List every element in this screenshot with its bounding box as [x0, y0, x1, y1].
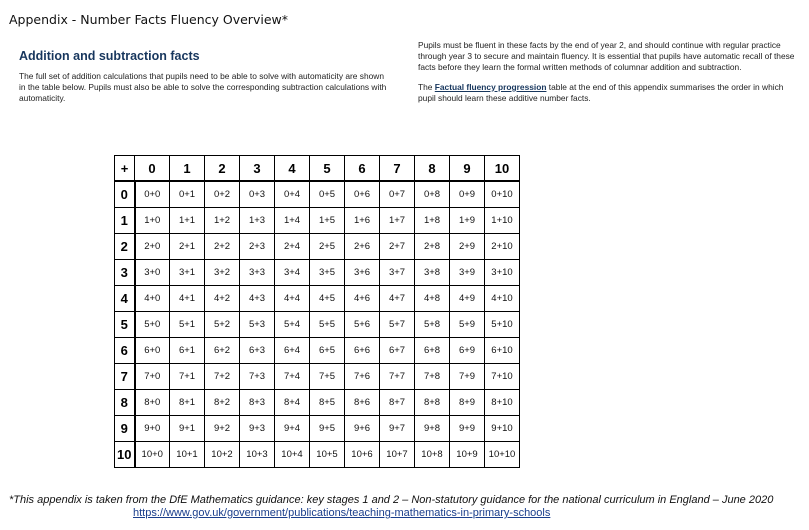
fact-cell: 8+0 — [135, 390, 170, 416]
column-header: 9 — [450, 156, 485, 182]
fact-cell: 6+10 — [485, 338, 520, 364]
fact-cell: 10+5 — [310, 442, 345, 468]
fact-cell: 2+3 — [240, 234, 275, 260]
addition-facts-table — [114, 155, 520, 468]
fact-cell: 0+7 — [380, 181, 415, 208]
fact-cell: 1+5 — [310, 208, 345, 234]
fact-cell: 6+2 — [205, 338, 240, 364]
progression-text-before: The — [418, 81, 435, 92]
fact-cell: 4+0 — [135, 286, 170, 312]
fact-cell: 2+9 — [450, 234, 485, 260]
fact-cell: 10+1 — [170, 442, 205, 468]
fact-cell: 6+7 — [380, 338, 415, 364]
fact-cell: 9+5 — [310, 416, 345, 442]
fact-cell: 7+5 — [310, 364, 345, 390]
fact-cell: 9+7 — [380, 416, 415, 442]
row-header: 3 — [115, 260, 135, 286]
fact-cell: 6+5 — [310, 338, 345, 364]
fact-cell: 4+3 — [240, 286, 275, 312]
table-header-row — [115, 156, 520, 182]
fact-cell: 0+8 — [415, 181, 450, 208]
row-header: 0 — [115, 181, 135, 208]
fact-cell: 3+8 — [415, 260, 450, 286]
fact-cell: 1+2 — [205, 208, 240, 234]
fact-cell: 8+2 — [205, 390, 240, 416]
footnote-link[interactable]: https://www.gov.uk/government/publications/teaching-mathematics-in-primary-schools — [133, 507, 551, 519]
fact-cell: 6+8 — [415, 338, 450, 364]
fact-cell: 6+3 — [240, 338, 275, 364]
fact-cell: 3+0 — [135, 260, 170, 286]
fact-cell: 10+0 — [135, 442, 170, 468]
fact-cell: 6+9 — [450, 338, 485, 364]
fact-cell: 8+6 — [345, 390, 380, 416]
table-row — [115, 338, 520, 364]
fact-cell: 2+10 — [485, 234, 520, 260]
fact-cell: 5+10 — [485, 312, 520, 338]
fact-cell: 5+8 — [415, 312, 450, 338]
row-header: 6 — [115, 338, 135, 364]
fact-cell: 0+0 — [135, 181, 170, 208]
fact-cell: 7+7 — [380, 364, 415, 390]
fact-cell: 9+8 — [415, 416, 450, 442]
fact-cell: 10+7 — [380, 442, 415, 468]
fact-cell: 0+6 — [345, 181, 380, 208]
fact-cell: 2+1 — [170, 234, 205, 260]
fact-cell: 8+10 — [485, 390, 520, 416]
fact-cell: 1+10 — [485, 208, 520, 234]
fact-cell: 9+6 — [345, 416, 380, 442]
column-header: 10 — [485, 156, 520, 182]
fact-cell: 4+4 — [275, 286, 310, 312]
row-header: 5 — [115, 312, 135, 338]
fact-cell: 9+10 — [485, 416, 520, 442]
row-header: 7 — [115, 364, 135, 390]
table-row — [115, 442, 520, 468]
fact-cell: 5+1 — [170, 312, 205, 338]
fact-cell: 7+1 — [170, 364, 205, 390]
fact-cell: 4+2 — [205, 286, 240, 312]
fact-cell: 2+8 — [415, 234, 450, 260]
fact-cell: 9+0 — [135, 416, 170, 442]
column-header: 2 — [205, 156, 240, 182]
fact-cell: 0+9 — [450, 181, 485, 208]
fact-cell: 4+1 — [170, 286, 205, 312]
fact-cell: 9+9 — [450, 416, 485, 442]
fact-cell: 8+8 — [415, 390, 450, 416]
fact-cell: 6+4 — [275, 338, 310, 364]
fact-cell: 10+8 — [415, 442, 450, 468]
fact-cell: 10+4 — [275, 442, 310, 468]
footnote-text: *This appendix is taken from the DfE Mathematics guidance: key stages 1 and 2 – Non-statutory guidance for the national curriculum in England – June 2020 — [9, 494, 774, 506]
section-title: Addition and subtraction facts — [19, 49, 200, 63]
fact-cell: 2+0 — [135, 234, 170, 260]
table-row — [115, 416, 520, 442]
fact-cell: 2+7 — [380, 234, 415, 260]
table-corner-plus: + — [115, 156, 135, 182]
fact-cell: 2+6 — [345, 234, 380, 260]
fact-cell: 1+3 — [240, 208, 275, 234]
fact-cell: 1+0 — [135, 208, 170, 234]
fact-cell: 1+9 — [450, 208, 485, 234]
fact-cell: 6+1 — [170, 338, 205, 364]
fact-cell: 7+0 — [135, 364, 170, 390]
fact-cell: 3+5 — [310, 260, 345, 286]
fact-cell: 0+3 — [240, 181, 275, 208]
fact-cell: 3+6 — [345, 260, 380, 286]
row-header: 9 — [115, 416, 135, 442]
fact-cell: 7+9 — [450, 364, 485, 390]
fact-cell: 3+4 — [275, 260, 310, 286]
fact-cell: 3+2 — [205, 260, 240, 286]
fact-cell: 0+4 — [275, 181, 310, 208]
fact-cell: 10+3 — [240, 442, 275, 468]
fact-cell: 3+9 — [450, 260, 485, 286]
fact-cell: 8+9 — [450, 390, 485, 416]
row-header: 8 — [115, 390, 135, 416]
progression-text-after: table at the end of this appendix summarises the order in which pupil should learn these additive number facts. — [418, 81, 784, 103]
fact-cell: 1+8 — [415, 208, 450, 234]
fact-cell: 9+3 — [240, 416, 275, 442]
table-row — [115, 181, 520, 208]
fact-cell: 4+5 — [310, 286, 345, 312]
fact-cell: 3+1 — [170, 260, 205, 286]
fact-cell: 4+7 — [380, 286, 415, 312]
fact-cell: 5+3 — [240, 312, 275, 338]
fact-cell: 5+7 — [380, 312, 415, 338]
table-row — [115, 234, 520, 260]
fact-cell: 10+9 — [450, 442, 485, 468]
table-row — [115, 208, 520, 234]
fact-cell: 6+6 — [345, 338, 380, 364]
fact-cell: 4+9 — [450, 286, 485, 312]
fluency-paragraph: Pupils must be fluent in these facts by the end of year 2, and should continue with regular practice through year 3 to secure and maintain fluency. It is essential that pupils have automatic recall of these facts before they learn the formal written methods of columnar addition and subtraction. — [418, 40, 795, 73]
fact-cell: 5+4 — [275, 312, 310, 338]
fact-cell: 4+6 — [345, 286, 380, 312]
column-header: 5 — [310, 156, 345, 182]
fact-cell: 9+2 — [205, 416, 240, 442]
fact-cell: 2+4 — [275, 234, 310, 260]
fact-cell: 7+4 — [275, 364, 310, 390]
fact-cell: 7+2 — [205, 364, 240, 390]
fact-cell: 10+6 — [345, 442, 380, 468]
fact-cell: 5+5 — [310, 312, 345, 338]
table-row — [115, 390, 520, 416]
fact-cell: 7+6 — [345, 364, 380, 390]
row-header: 1 — [115, 208, 135, 234]
fact-cell: 8+4 — [275, 390, 310, 416]
fact-cell: 5+9 — [450, 312, 485, 338]
fact-cell: 8+5 — [310, 390, 345, 416]
fact-cell: 0+2 — [205, 181, 240, 208]
row-header: 2 — [115, 234, 135, 260]
fact-cell: 10+2 — [205, 442, 240, 468]
fact-cell: 9+1 — [170, 416, 205, 442]
fact-cell: 5+0 — [135, 312, 170, 338]
fact-cell: 4+8 — [415, 286, 450, 312]
column-header: 8 — [415, 156, 450, 182]
column-header: 7 — [380, 156, 415, 182]
column-header: 0 — [135, 156, 170, 182]
fact-cell: 6+0 — [135, 338, 170, 364]
fact-cell: 0+10 — [485, 181, 520, 208]
fact-cell: 5+2 — [205, 312, 240, 338]
fact-cell: 2+5 — [310, 234, 345, 260]
fact-cell: 3+3 — [240, 260, 275, 286]
progression-paragraph — [418, 82, 803, 104]
factual-fluency-link[interactable]: Factual fluency progression — [434, 81, 547, 92]
table-row — [115, 312, 520, 338]
fact-cell: 8+7 — [380, 390, 415, 416]
fact-cell: 1+6 — [345, 208, 380, 234]
intro-paragraph: The full set of addition calculations that pupils need to be able to solve with automaticity are shown in the table below. Pupils must also be able to solve the corresponding subtraction calculations with automaticity. — [19, 71, 387, 104]
table-row — [115, 364, 520, 390]
column-header: 6 — [345, 156, 380, 182]
fact-cell: 7+10 — [485, 364, 520, 390]
fact-cell: 5+6 — [345, 312, 380, 338]
fact-cell: 9+4 — [275, 416, 310, 442]
fact-cell: 8+3 — [240, 390, 275, 416]
fact-cell: 8+1 — [170, 390, 205, 416]
column-header: 1 — [170, 156, 205, 182]
fact-cell: 7+3 — [240, 364, 275, 390]
addition-facts-body — [115, 156, 520, 468]
column-header: 3 — [240, 156, 275, 182]
row-header: 10 — [115, 442, 135, 468]
fact-cell: 2+2 — [205, 234, 240, 260]
column-header: 4 — [275, 156, 310, 182]
table-row — [115, 260, 520, 286]
fact-cell: 3+10 — [485, 260, 520, 286]
fact-cell: 1+7 — [380, 208, 415, 234]
row-header: 4 — [115, 286, 135, 312]
table-row — [115, 286, 520, 312]
fact-cell: 0+5 — [310, 181, 345, 208]
page-heading: Appendix - Number Facts Fluency Overview* — [9, 12, 288, 27]
fact-cell: 4+10 — [485, 286, 520, 312]
right-column — [418, 40, 803, 112]
fact-cell: 1+1 — [170, 208, 205, 234]
fact-cell: 10+10 — [485, 442, 520, 468]
fact-cell: 7+8 — [415, 364, 450, 390]
fact-cell: 1+4 — [275, 208, 310, 234]
fact-cell: 3+7 — [380, 260, 415, 286]
footnote — [9, 494, 799, 519]
fact-cell: 0+1 — [170, 181, 205, 208]
